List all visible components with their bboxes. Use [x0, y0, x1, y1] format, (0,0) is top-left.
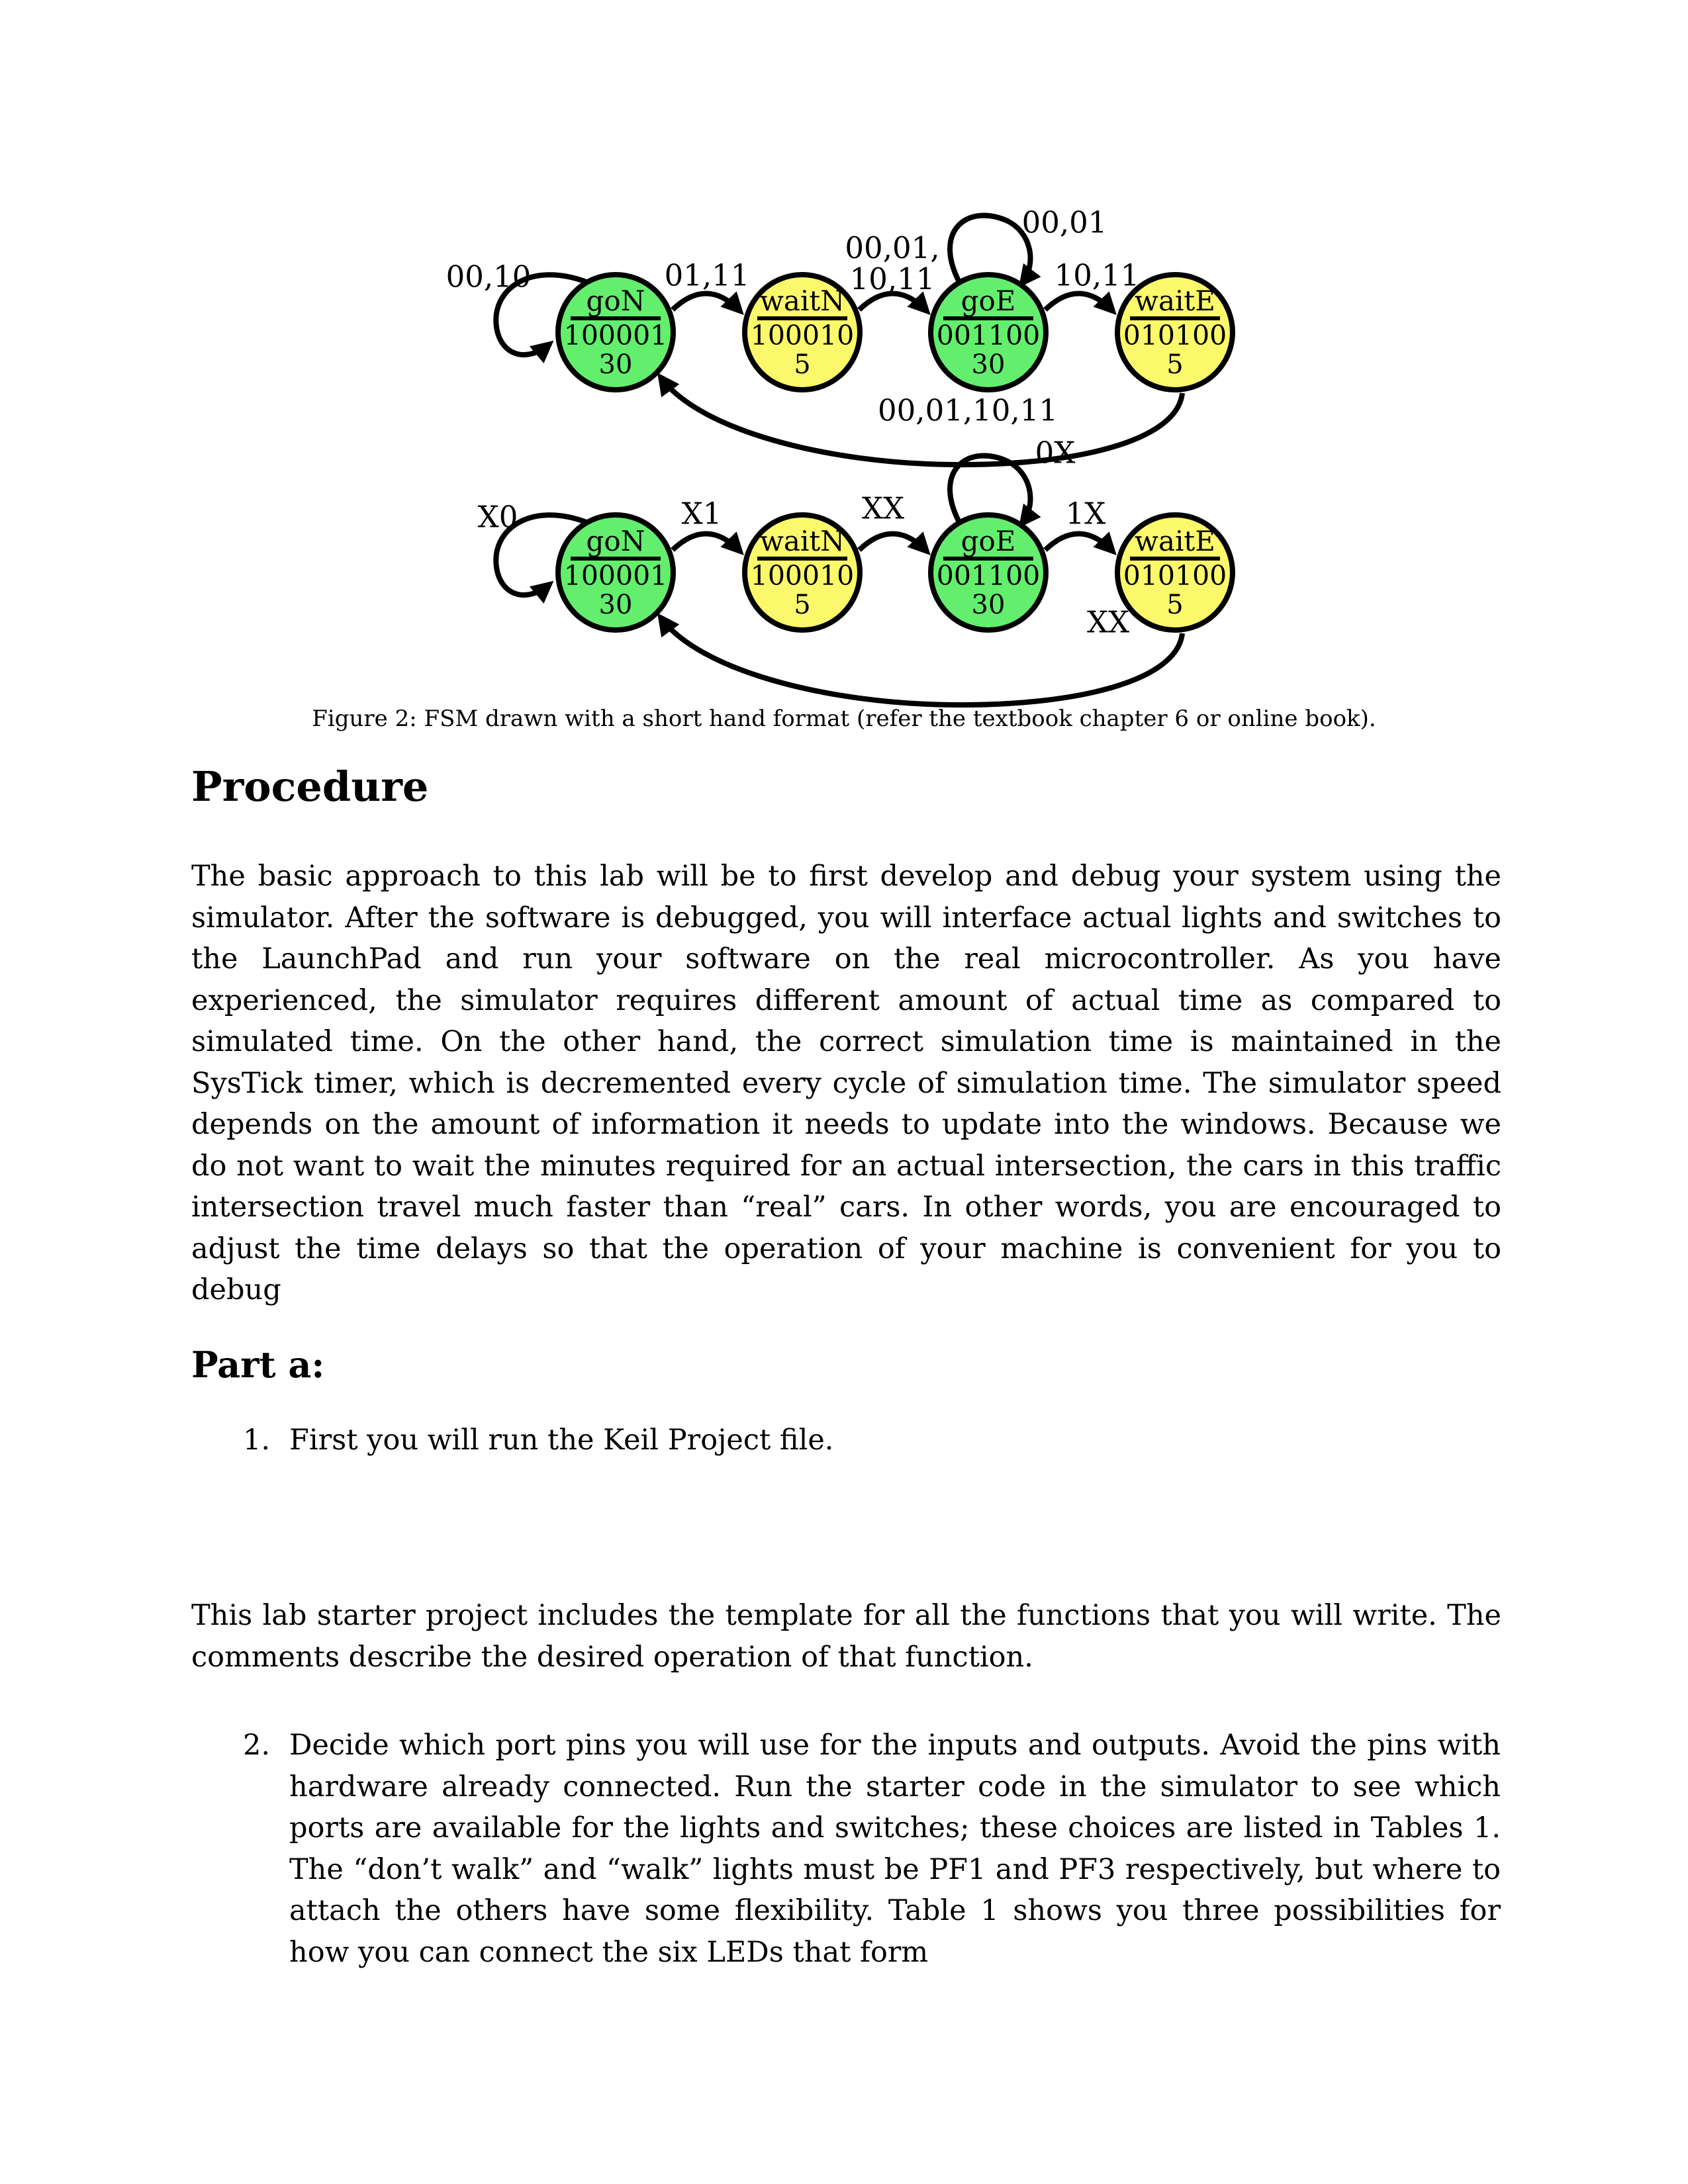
state-time: 5	[1166, 349, 1184, 380]
d1-label-self-goN: 00,10	[445, 259, 532, 295]
d2-arrow-goE-waitE	[1045, 533, 1113, 551]
state-output: 100010	[750, 320, 855, 351]
state-time: 5	[1166, 590, 1184, 620]
list-item-1	[243, 1420, 1501, 1461]
state-output: 001100	[936, 320, 1041, 351]
starter-note-paragraph: This lab starter project includes the template for all the functions that you will write. The comments describe the desired operation of that function.	[191, 1599, 1501, 1674]
d1-label-goE-waitE: 10,11	[1054, 257, 1140, 293]
state-output: 001100	[936, 560, 1041, 592]
list-item-2-number: 2.	[243, 1729, 271, 1762]
d2-label-waitN-goE: XX	[861, 490, 905, 526]
state-time: 30	[598, 590, 633, 620]
list-item-2	[243, 1725, 1501, 1973]
d1-label-waitN-goE-line2: 10,11	[849, 261, 935, 296]
state-output: 100001	[563, 320, 668, 351]
d1-arrow-goN-waitN	[673, 293, 740, 311]
state-name: waitN	[757, 526, 847, 561]
d2-label-self-goE: 0X	[1035, 435, 1076, 471]
state-name: waitN	[757, 286, 847, 320]
list-item-1-text: First you will run the Keil Project file.	[289, 1424, 834, 1457]
d2-label-goN-waitN: X1	[681, 496, 722, 531]
d1-arrow-goE-waitE	[1045, 293, 1113, 311]
d1-label-waitE-goN: 00,01,10,11	[878, 392, 1058, 428]
d1-label-goN-waitN: 01,11	[664, 257, 750, 293]
procedure-paragraph: The basic approach to this lab will be to first develop and debug your system using the simulator. After the software is debugged, you will interface actual lights and switches to the LaunchPad and run your software on the real microcontroller. As you have experienced, the simulator requires different amount of actual time as compared to simulated time. On the other hand, the correct simulation time is maintained in the SysTick timer, which is decremented every cycle of simulation time. The simulator speed depends on the amount of information it needs to update into the windows. Because we do not want to wait the minutes required for an actual intersection, the cars in this traffic intersection travel much faster than “real” cars. In other words, you are encouraged to adjust the time delays so that the operation of your machine is convenient for you to debug	[191, 860, 1501, 1306]
state-name: waitE	[1130, 286, 1220, 320]
state-time: 30	[971, 590, 1006, 620]
state-name: goE	[943, 286, 1033, 320]
state-output: 010100	[1123, 560, 1227, 592]
d1-label-waitN-goE	[845, 232, 939, 295]
state-name: waitE	[1130, 526, 1220, 561]
procedure-heading: Procedure	[191, 762, 429, 811]
d2-state-waitN	[742, 512, 863, 633]
d2-arrow-goN-waitN	[673, 533, 740, 551]
state-name: goN	[571, 286, 661, 320]
d2-state-waitE	[1115, 512, 1235, 633]
d2-label-self-goN: X0	[477, 499, 518, 535]
d1-state-goN	[555, 272, 676, 392]
state-time: 5	[794, 590, 811, 620]
d1-state-goE	[928, 272, 1049, 392]
figure-caption: Figure 2: FSM drawn with a short hand format (refer the textbook chapter 6 or online book).	[312, 705, 1376, 732]
d2-state-goN	[555, 512, 676, 633]
state-output: 010100	[1123, 320, 1227, 351]
part-a-heading: Part a:	[191, 1343, 325, 1386]
d2-label-goE-waitE: 1X	[1065, 496, 1106, 531]
state-output: 100001	[563, 560, 668, 592]
state-time: 30	[598, 349, 633, 380]
fsm-arrows-layer	[0, 0, 1688, 761]
d2-arrow-waitN-goE	[859, 533, 927, 551]
state-name: goE	[943, 526, 1033, 561]
state-output: 100010	[750, 560, 855, 592]
state-time: 30	[971, 349, 1006, 380]
d2-state-goE	[928, 512, 1049, 633]
list-item-2-text: Decide which port pins you will use for the inputs and outputs. Avoid the pins with hardware already connected. Run the starter code in the simulator to see which ports are available for the lights and switches; these choices are listed in Tables 1. The “don’t walk” and “walk” lights must be PF1 and PF3 respectively, but where to attach the others have some flexibility. Table 1 shows you three possibilities for how you can connect the six LEDs that form	[289, 1729, 1501, 1969]
state-time: 5	[794, 349, 811, 380]
d2-label-waitE-goN: XX	[1086, 604, 1130, 640]
d1-label-waitN-goE-line1: 00,01,	[845, 230, 940, 265]
d1-label-self-goE: 00,01	[1021, 205, 1107, 240]
list-item-1-number: 1.	[243, 1424, 271, 1457]
state-name: goN	[571, 526, 661, 561]
